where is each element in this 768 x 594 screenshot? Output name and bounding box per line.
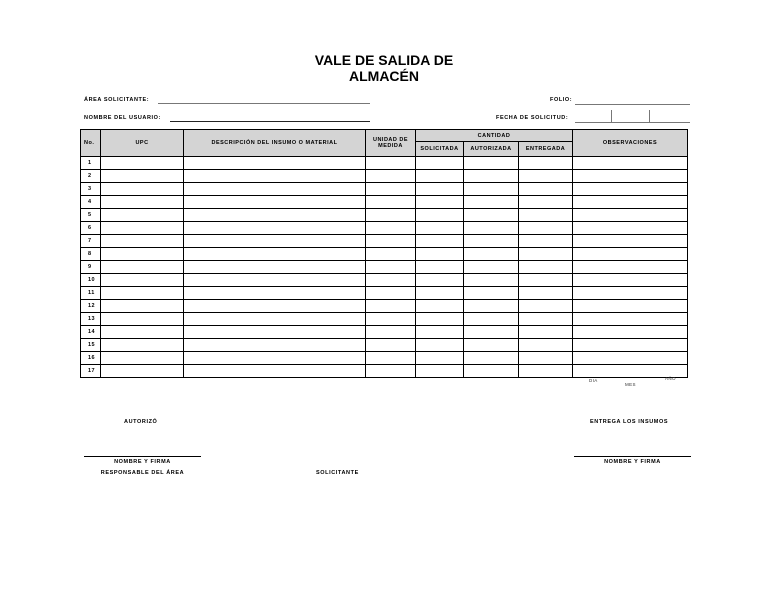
row-number: 11	[81, 287, 101, 300]
fecha-solicitud-label: FECHA DE SOLICITUD:	[496, 115, 569, 121]
table-cell[interactable]	[366, 183, 416, 196]
table-cell[interactable]	[184, 222, 366, 235]
table-cell[interactable]	[184, 313, 366, 326]
table-cell[interactable]	[464, 209, 519, 222]
table-cell[interactable]	[573, 261, 688, 274]
table-cell[interactable]	[416, 365, 464, 378]
table-cell[interactable]	[464, 287, 519, 300]
nombre-usuario-field[interactable]	[170, 121, 370, 122]
table-cell[interactable]	[464, 261, 519, 274]
table-cell[interactable]	[366, 352, 416, 365]
table-cell[interactable]	[519, 365, 573, 378]
row-number: 13	[81, 313, 101, 326]
table-cell[interactable]	[416, 339, 464, 352]
table-cell[interactable]	[366, 326, 416, 339]
table-cell[interactable]	[573, 313, 688, 326]
table-cell[interactable]	[464, 248, 519, 261]
table-row	[81, 313, 688, 326]
table-cell[interactable]	[366, 313, 416, 326]
dia-label: DIA	[589, 378, 598, 383]
table-cell[interactable]	[101, 326, 184, 339]
table-cell[interactable]	[101, 287, 184, 300]
table-row	[81, 352, 688, 365]
table-cell[interactable]	[101, 183, 184, 196]
table-cell[interactable]	[366, 274, 416, 287]
table-cell[interactable]	[416, 287, 464, 300]
row-number: 1	[81, 157, 101, 170]
table-cell[interactable]	[519, 313, 573, 326]
table-cell[interactable]	[184, 183, 366, 196]
table-cell[interactable]	[184, 157, 366, 170]
col-header-unidad	[366, 130, 416, 157]
table-cell[interactable]	[573, 339, 688, 352]
table-cell[interactable]	[184, 287, 366, 300]
table-cell[interactable]	[464, 196, 519, 209]
table-cell[interactable]	[573, 196, 688, 209]
row-number: 10	[81, 274, 101, 287]
table-cell[interactable]	[416, 248, 464, 261]
row-number: 4	[81, 196, 101, 209]
table-cell[interactable]	[464, 183, 519, 196]
table-cell[interactable]	[464, 326, 519, 339]
folio-field[interactable]	[575, 104, 690, 105]
table-cell[interactable]	[184, 261, 366, 274]
table-cell[interactable]	[573, 287, 688, 300]
row-number: 3	[81, 183, 101, 196]
table-cell[interactable]	[101, 209, 184, 222]
table-cell[interactable]	[519, 157, 573, 170]
table-cell[interactable]	[573, 209, 688, 222]
signature-line-left[interactable]	[84, 456, 201, 457]
table-cell[interactable]	[464, 352, 519, 365]
table-row	[81, 235, 688, 248]
table-cell[interactable]	[573, 157, 688, 170]
table-cell[interactable]	[101, 196, 184, 209]
col-header-no: No.	[81, 130, 101, 157]
table-cell[interactable]	[101, 261, 184, 274]
table-row	[81, 209, 688, 222]
table-cell[interactable]	[573, 248, 688, 261]
signature-line-right[interactable]	[574, 456, 691, 457]
table-cell[interactable]	[366, 170, 416, 183]
table-cell[interactable]	[519, 222, 573, 235]
solicitante-label: SOLICITANTE	[316, 470, 359, 476]
table-cell[interactable]	[416, 196, 464, 209]
table-cell[interactable]	[416, 261, 464, 274]
table-cell[interactable]	[366, 261, 416, 274]
table-cell[interactable]	[366, 235, 416, 248]
table-cell[interactable]	[519, 261, 573, 274]
row-number: 9	[81, 261, 101, 274]
row-number: 6	[81, 222, 101, 235]
table-row	[81, 287, 688, 300]
mes-label: MES	[625, 382, 636, 387]
table-cell[interactable]	[519, 352, 573, 365]
table-cell[interactable]	[101, 352, 184, 365]
table-cell[interactable]	[519, 183, 573, 196]
table-cell[interactable]	[416, 222, 464, 235]
table-cell[interactable]	[184, 300, 366, 313]
col-header-upc: UPC	[101, 130, 184, 157]
table-cell[interactable]	[101, 339, 184, 352]
items-table	[80, 129, 688, 378]
table-cell[interactable]	[519, 287, 573, 300]
row-number: 14	[81, 326, 101, 339]
table-cell[interactable]	[366, 157, 416, 170]
table-row	[81, 365, 688, 378]
table-row	[81, 326, 688, 339]
table-cell[interactable]	[519, 300, 573, 313]
fecha-divider	[611, 110, 612, 122]
table-cell[interactable]	[519, 209, 573, 222]
table-cell[interactable]	[464, 339, 519, 352]
table-cell[interactable]	[184, 248, 366, 261]
row-number: 15	[81, 339, 101, 352]
unidad-line-2: MEDIDA	[378, 143, 403, 149]
table-row	[81, 261, 688, 274]
table-cell[interactable]	[464, 170, 519, 183]
table-cell[interactable]	[184, 274, 366, 287]
table-cell[interactable]	[464, 157, 519, 170]
table-row	[81, 183, 688, 196]
table-cell[interactable]	[101, 157, 184, 170]
table-cell[interactable]	[366, 339, 416, 352]
table-cell[interactable]	[184, 326, 366, 339]
table-cell[interactable]	[464, 222, 519, 235]
col-header-autorizada: AUTORIZADA	[464, 142, 519, 157]
title-line-2: ALMACÉN	[349, 68, 419, 84]
area-solicitante-field[interactable]	[158, 103, 370, 104]
table-row	[81, 248, 688, 261]
table-cell[interactable]	[366, 209, 416, 222]
table-cell[interactable]	[184, 352, 366, 365]
folio-label: FOLIO:	[550, 97, 573, 103]
nombre-firma-right: NOMBRE Y FIRMA	[604, 459, 661, 465]
table-cell[interactable]	[573, 300, 688, 313]
ano-label: AÑO	[665, 376, 676, 381]
table-cell[interactable]	[519, 235, 573, 248]
autorizo-label: AUTORIZÓ	[124, 419, 158, 425]
responsable-area-label: RESPONSABLE DEL ÁREA	[100, 470, 185, 476]
area-solicitante-label: ÁREA SOLICITANTE:	[84, 97, 150, 103]
table-cell[interactable]	[101, 235, 184, 248]
table-cell[interactable]	[573, 170, 688, 183]
row-number: 17	[81, 365, 101, 378]
row-number: 12	[81, 300, 101, 313]
table-cell[interactable]	[519, 170, 573, 183]
table-cell[interactable]	[366, 248, 416, 261]
table-row	[81, 157, 688, 170]
table-row	[81, 222, 688, 235]
table-cell[interactable]	[464, 274, 519, 287]
table-cell[interactable]	[519, 248, 573, 261]
table-cell[interactable]	[573, 222, 688, 235]
table-cell[interactable]	[416, 209, 464, 222]
table-cell[interactable]	[366, 196, 416, 209]
table-cell[interactable]	[101, 300, 184, 313]
col-header-descripcion: DESCRIPCIÓN DEL INSUMO O MATERIAL	[184, 130, 366, 157]
table-cell[interactable]	[366, 300, 416, 313]
table-cell[interactable]	[101, 222, 184, 235]
table-cell[interactable]	[464, 300, 519, 313]
table-cell[interactable]	[573, 235, 688, 248]
col-header-entregada: ENTREGADA	[519, 142, 573, 157]
table-cell[interactable]	[464, 365, 519, 378]
table-cell[interactable]	[416, 183, 464, 196]
row-number: 8	[81, 248, 101, 261]
table-body	[81, 157, 688, 378]
table-cell[interactable]	[416, 274, 464, 287]
table-cell[interactable]	[366, 365, 416, 378]
nombre-usuario-label: NOMBRE DEL USUARIO:	[84, 115, 161, 121]
col-header-cantidad: CANTIDAD	[416, 130, 573, 142]
table-cell[interactable]	[366, 222, 416, 235]
table-cell[interactable]	[416, 300, 464, 313]
table-cell[interactable]	[184, 170, 366, 183]
table-row	[81, 300, 688, 313]
table-cell[interactable]	[519, 339, 573, 352]
table-cell[interactable]	[416, 170, 464, 183]
table-cell[interactable]	[366, 287, 416, 300]
table-row	[81, 274, 688, 287]
table-cell[interactable]	[184, 365, 366, 378]
row-number: 5	[81, 209, 101, 222]
table-cell[interactable]	[573, 274, 688, 287]
table-cell[interactable]	[464, 235, 519, 248]
table-cell[interactable]	[464, 313, 519, 326]
table-cell[interactable]	[519, 274, 573, 287]
table-row	[81, 196, 688, 209]
fecha-solicitud-field[interactable]	[575, 110, 690, 123]
col-header-observaciones: OBSERVACIONES	[573, 130, 688, 157]
table-cell[interactable]	[416, 352, 464, 365]
col-header-solicitada: SOLICITADA	[416, 142, 464, 157]
table-cell[interactable]	[519, 196, 573, 209]
table-cell[interactable]	[101, 274, 184, 287]
fecha-divider	[649, 110, 650, 122]
table-cell[interactable]	[184, 339, 366, 352]
table-cell[interactable]	[573, 326, 688, 339]
table-cell[interactable]	[416, 326, 464, 339]
nombre-firma-left: NOMBRE Y FIRMA	[114, 459, 171, 465]
table-cell[interactable]	[184, 196, 366, 209]
row-number: 2	[81, 170, 101, 183]
table-cell[interactable]	[184, 209, 366, 222]
table-row	[81, 170, 688, 183]
table-cell[interactable]	[416, 235, 464, 248]
table-cell[interactable]	[573, 352, 688, 365]
table-cell[interactable]	[573, 183, 688, 196]
title-line-1: VALE DE SALIDA DE	[314, 52, 454, 68]
table-cell[interactable]	[101, 248, 184, 261]
table-cell[interactable]	[519, 326, 573, 339]
unidad-line-1: UNIDAD DE	[372, 137, 409, 143]
table-cell[interactable]	[101, 170, 184, 183]
table-cell[interactable]	[101, 313, 184, 326]
table-cell[interactable]	[184, 235, 366, 248]
table-cell[interactable]	[416, 157, 464, 170]
row-number: 7	[81, 235, 101, 248]
table-row	[81, 339, 688, 352]
entrega-insumos-label: ENTREGA LOS INSUMOS	[590, 419, 669, 425]
row-number: 16	[81, 352, 101, 365]
table-cell[interactable]	[101, 365, 184, 378]
table-cell[interactable]	[416, 313, 464, 326]
